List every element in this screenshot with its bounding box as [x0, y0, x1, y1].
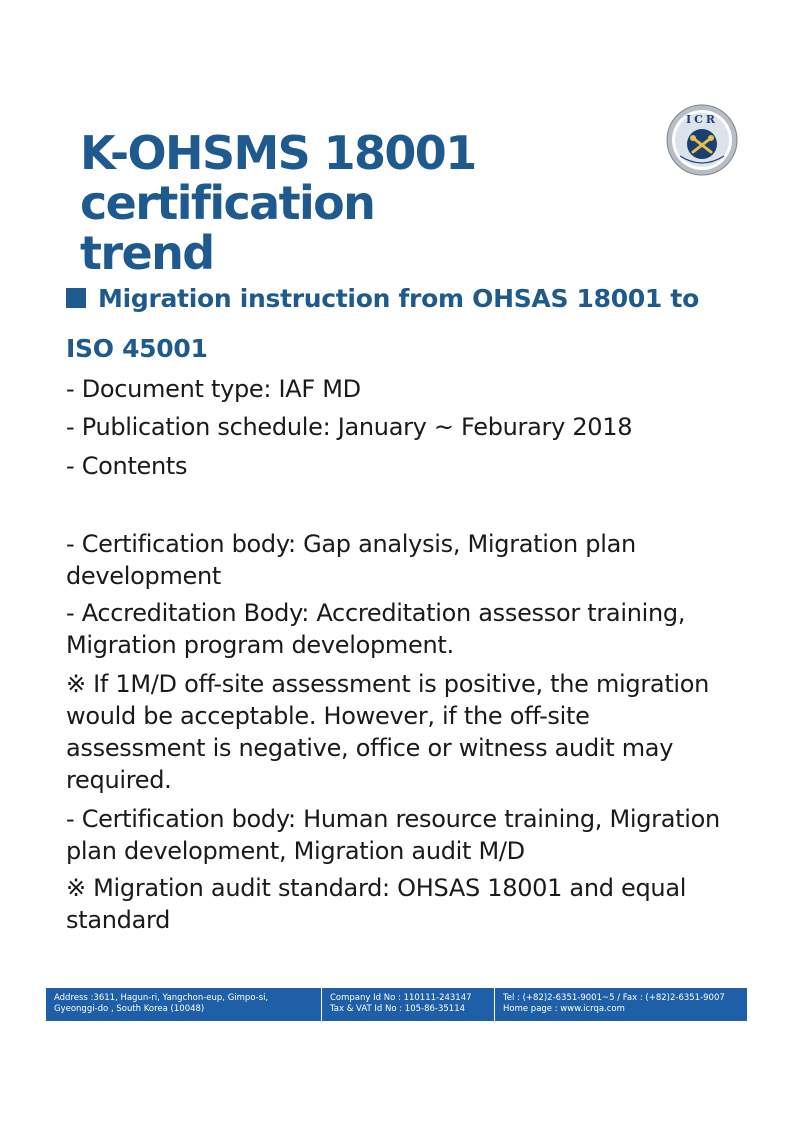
footer-company-id: Company Id No : 110111-243147 [330, 993, 472, 1003]
footer-bar [46, 988, 747, 1021]
page-title-line1: K-OHSMS 18001 certification [80, 126, 476, 230]
footer-homepage[interactable]: Home page : www.icrqa.com [503, 1004, 625, 1014]
contents-line: - Contents [66, 452, 188, 480]
note-offsite-assessment: ※ If 1M/D off-site assessment is positive, the migration would be acceptable. However, if the off-site assessment is negative, office or witness audit may required. [66, 670, 710, 794]
square-bullet-icon [66, 288, 86, 308]
footer-address-line2: Gyeonggi-do , South Korea (10048) [54, 1004, 205, 1014]
doc-type-line: - Document type: IAF MD [66, 375, 361, 403]
cert-body-item-1: - Certification body: Gap analysis, Migration plan development [66, 530, 636, 590]
footer-contact [495, 988, 747, 1021]
footer-company-ids [322, 988, 495, 1021]
icr-logo [666, 104, 738, 176]
page-title-line2: trend [80, 226, 214, 280]
logo-text: ICR [685, 113, 719, 126]
footer-tel-fax: Tel : (+82)2-6351-9001~5 / Fax : (+82)2-6351-9007 [503, 993, 725, 1003]
note-audit-standard: ※ Migration audit standard: OHSAS 18001 and equal standard [66, 874, 687, 934]
footer-address-line1: Address :3611, Hagun-ri, Yangchon-eup, Gimpo-si, [54, 993, 269, 1003]
accreditation-body-item: - Accreditation Body: Accreditation assessor training, Migration program development. [66, 599, 686, 659]
section-heading-text: Migration instruction from OHSAS 18001 to ISO 45001 [66, 284, 699, 363]
schedule-line: - Publication schedule: January ~ Feburary 2018 [66, 413, 633, 441]
footer-address [46, 988, 322, 1021]
section-heading [66, 274, 736, 374]
page-title [80, 128, 680, 278]
cert-body-item-2: - Certification body: Human resource training, Migration plan development, Migration audit M/D [66, 805, 720, 865]
footer-tax-id: Tax & VAT Id No : 105-86-35114 [330, 1004, 466, 1014]
